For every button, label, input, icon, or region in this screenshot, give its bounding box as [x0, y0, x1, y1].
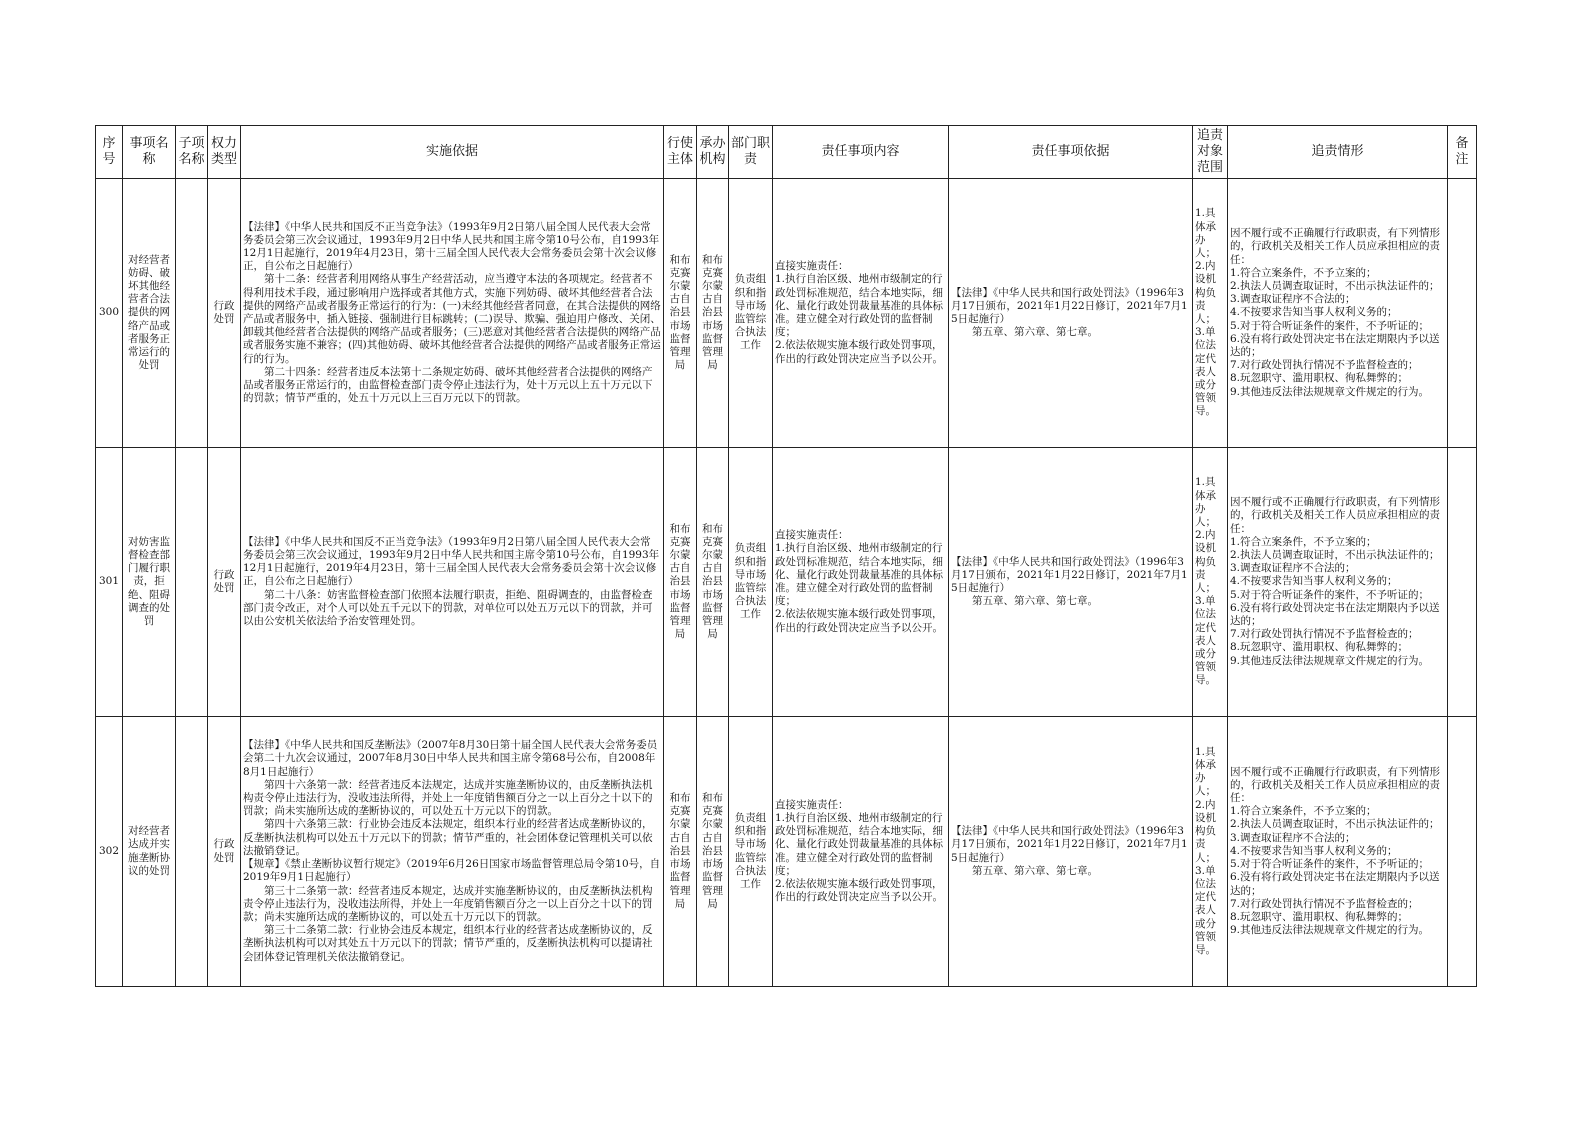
item-name: 对经营者妨碍、破坏其他经营者合法提供的网络产品或者服务正常运行的处罚 [123, 179, 176, 448]
handling-agency: 和布克赛尔蒙古自治县市场监督管理局 [697, 717, 729, 987]
responsibility-basis: 【法律】《中华人民共和国行政处罚法》（1996年3月17日颁布，2021年1月22日修订，2021年7月15日起施行） 第五章、第六章、第七章。 [949, 717, 1193, 987]
implementation-basis-text: 【法律】《中华人民共和国反垄断法》（2007年8月30日第十届全国人民代表大会常务委员会第二十九次会议通过，2007年8月30日中华人民共和国主席令第68号公布，自2008年8月1日起施行） 第四十六条第一款：经营者违反本法规定，达成并实施垄断协议的，由反垄断执法机构责令停止违法行为，没收违法所得，并处上一年度销售额百分之一以上百分之十以下的罚款；尚未实施所达成的垄断协议的，可以处五十万元以下的罚款。 第四十六条第三款：行业协会违反本法规定，组织本行业的经营者达成垄断协议的，反垄断执法机构可以处五十万元以下的罚款；情节严重的，社会团体登记管理机关可以依法撤销登记。 【规章】《禁止垄断协议暂行规定》（2019年6月26日国家市场监督管理总局令第10号，自2019年9月1日起施行） 第三十二条第一款：经营者违反本规定，达成并实施垄断协议的，由反垄断执法机构责令停止违法行为，没收违法所得，并处上一年度销售额百分之一以上百分之十以下的罚款；尚未实施所达成的垄断协议的，可以处五十万元以下的罚款。 第三十二条第二款：行业协会违反本规定，组织本行业的经营者达成垄断协议的，反垄断执法机构可以对其处五十万元以下的罚款；情节严重的，反垄断执法机构可以提请社会团体登记管理机关依法撤销登记。 [243, 739, 661, 963]
remark [1448, 179, 1477, 448]
accountability-situation: 因不履行或不正确履行行政职责，有下列情形的，行政机关及相关工作人员应承担相应的责任： 1.符合立案条件，不予立案的； 2.执法人员调查取证时，不出示执法证件的； 3.调查取证程序不合法的； 4.不按要求告知当事人权利义务的； 5.对于符合听证条件的案件，不予听证的； 6.没有将行政处罚决定书在法定期限内予以送达的； 7.对行政处罚执行情况不予监督检查的； 8.玩忽职守、滥用职权、徇私舞弊的； 9.其他违反法律法规规章文件规定的行为。 [1228, 179, 1448, 448]
remark [1448, 448, 1477, 717]
responsibility-basis: 【法律】《中华人民共和国行政处罚法》（1996年3月17日颁布，2021年1月22日修订，2021年7月15日起施行） 第五章、第六章、第七章。 [949, 448, 1193, 717]
header-resp-content: 责任事项内容 [773, 126, 949, 179]
accountability-scope: 1.具体承办人； 2.内设机构负责人； 3.单位法定代表人或分管领导。 [1193, 717, 1228, 987]
row-num: 300 [96, 179, 123, 448]
header-num: 序号 [96, 126, 123, 179]
table-row [96, 717, 1477, 987]
responsibility-table [95, 125, 1477, 987]
executing-subject: 和布克赛尔蒙古自治县市场监督管理局 [664, 717, 697, 987]
executing-subject: 和布克赛尔蒙古自治县市场监督管理局 [664, 448, 697, 717]
header-basis: 实施依据 [241, 126, 664, 179]
row-num: 301 [96, 448, 123, 717]
accountability-scope: 1.具体承办人； 2.内设机构负责人； 3.单位法定代表人或分管领导。 [1193, 448, 1228, 717]
accountability-scope: 1.具体承办人； 2.内设机构负责人； 3.单位法定代表人或分管领导。 [1193, 179, 1228, 448]
sub-item-name [176, 179, 208, 448]
responsibility-content: 直接实施责任： 1.执行自治区级、地州市级制定的行政处罚标准规范，结合本地实际，细化、量化行政处罚裁量基准的具体标准。建立健全对行政处罚的监督制度； 2.依法依规实施本级行政处罚事项，作出的行政处罚决定应当予以公开。 [773, 179, 949, 448]
executing-subject: 和布克赛尔蒙古自治县市场监督管理局 [664, 179, 697, 448]
accountability-situation: 因不履行或不正确履行行政职责，有下列情形的，行政机关及相关工作人员应承担相应的责任： 1.符合立案条件，不予立案的； 2.执法人员调查取证时，不出示执法证件的； 3.调查取证程序不合法的； 4.不按要求告知当事人权利义务的； 5.对于符合听证条件的案件，不予听证的； 6.没有将行政处罚决定书在法定期限内予以送达的； 7.对行政处罚执行情况不予监督检查的； 8.玩忽职守、滥用职权、徇私舞弊的； 9.其他违反法律法规规章文件规定的行为。 [1228, 448, 1448, 717]
header-subject: 行使主体 [664, 126, 697, 179]
handling-agency: 和布克赛尔蒙古自治县市场监督管理局 [697, 179, 729, 448]
power-type: 行政处罚 [208, 179, 241, 448]
responsibility-basis: 【法律】《中华人民共和国行政处罚法》（1996年3月17日颁布，2021年1月22日修订，2021年7月15日起施行） 第五章、第六章、第七章。 [949, 179, 1193, 448]
table-row [96, 448, 1477, 717]
table-header-row [96, 126, 1477, 179]
item-name: 对妨害监督检查部门履行职责，拒绝、阻碍调查的处罚 [123, 448, 176, 717]
responsibility-content: 直接实施责任： 1.执行自治区级、地州市级制定的行政处罚标准规范，结合本地实际，细化、量化行政处罚裁量基准的具体标准。建立健全对行政处罚的监督制度； 2.依法依规实施本级行政处罚事项，作出的行政处罚决定应当予以公开。 [773, 448, 949, 717]
header-item-name: 事项名称 [123, 126, 176, 179]
sub-item-name [176, 717, 208, 987]
power-type: 行政处罚 [208, 717, 241, 987]
header-resp-basis: 责任事项依据 [949, 126, 1193, 179]
department-duty: 负责组织和指导市场监管综合执法工作 [729, 179, 773, 448]
row-num: 302 [96, 717, 123, 987]
header-agency: 承办机构 [697, 126, 729, 179]
handling-agency: 和布克赛尔蒙古自治县市场监督管理局 [697, 448, 729, 717]
department-duty: 负责组织和指导市场监管综合执法工作 [729, 717, 773, 987]
power-type: 行政处罚 [208, 448, 241, 717]
implementation-basis: 【法律】《中华人民共和国反不正当竞争法》（1993年9月2日第八届全国人民代表大会常务委员会第三次会议通过，1993年9月2日中华人民共和国主席令第10号公布，自1993年12月1日起施行，2019年4月23日，第十三届全国人民代表大会常务委员会第十次会议修正，自公布之日起施行） 第二十八条：妨害监督检查部门依照本法履行职责，拒绝、阻碍调查的，由监督检查部门责令改正，对个人可以处五千元以下的罚款，对单位可以处五万元以下的罚款，并可以由公安机关依法给予治安管理处罚。 [241, 448, 664, 717]
header-scope: 追责对象范围 [1193, 126, 1228, 179]
header-sub-item: 子项名称 [176, 126, 208, 179]
header-note: 备注 [1448, 126, 1477, 179]
department-duty: 负责组织和指导市场监管综合执法工作 [729, 448, 773, 717]
header-duty: 部门职责 [729, 126, 773, 179]
header-situation: 追责情形 [1228, 126, 1448, 179]
implementation-basis [241, 717, 664, 987]
header-power-type: 权力类型 [208, 126, 241, 179]
table-row [96, 179, 1477, 448]
item-name: 对经营者达成并实施垄断协议的处罚 [123, 717, 176, 987]
responsibility-content: 直接实施责任： 1.执行自治区级、地州市级制定的行政处罚标准规范，结合本地实际，细化、量化行政处罚裁量基准的具体标准。建立健全对行政处罚的监督制度； 2.依法依规实施本级行政处罚事项，作出的行政处罚决定应当予以公开。 [773, 717, 949, 987]
accountability-situation: 因不履行或不正确履行行政职责，有下列情形的，行政机关及相关工作人员应承担相应的责任： 1.符合立案条件，不予立案的； 2.执法人员调查取证时，不出示执法证件的； 3.调查取证程序不合法的； 4.不按要求告知当事人权利义务的； 5.对于符合听证条件的案件，不予听证的； 6.没有将行政处罚决定书在法定期限内予以送达的； 7.对行政处罚执行情况不予监督检查的； 8.玩忽职守、滥用职权、徇私舞弊的； 9.其他违反法律法规规章文件规定的行为。 [1228, 717, 1448, 987]
sub-item-name [176, 448, 208, 717]
implementation-basis: 【法律】《中华人民共和国反不正当竞争法》（1993年9月2日第八届全国人民代表大会常务委员会第三次会议通过，1993年9月2日中华人民共和国主席令第10号公布，自1993年12月1日起施行，2019年4月23日，第十三届全国人民代表大会常务委员会第十次会议修正，自公布之日起施行） 第十二条：经营者利用网络从事生产经营活动，应当遵守本法的各项规定。经营者不得利用技术手段，通过影响用户选择或者其他方式，实施下列妨碍、破坏其他经营者合法提供的网络产品或者服务正常运行的行为：(一)未经其他经营者同意，在其合法提供的网络产品或者服务中，插入链接、强制进行目标跳转；(二)误导、欺骗、强迫用户修改、关闭、卸载其他经营者合法提供的网络产品或者服务；(三)恶意对其他经营者合法提供的网络产品或者服务实施不兼容；(四)其他妨碍、破坏其他经营者合法提供的网络产品或者服务正常运行的行为。 第二十四条：经营者违反本法第十二条规定妨碍、破坏其他经营者合法提供的网络产品或者服务正常运行的，由监督检查部门责令停止违法行为，处十万元以上五十万元以下的罚款；情节严重的，处五十万元以上三百万元以下的罚款。 [241, 179, 664, 448]
remark [1448, 717, 1477, 987]
